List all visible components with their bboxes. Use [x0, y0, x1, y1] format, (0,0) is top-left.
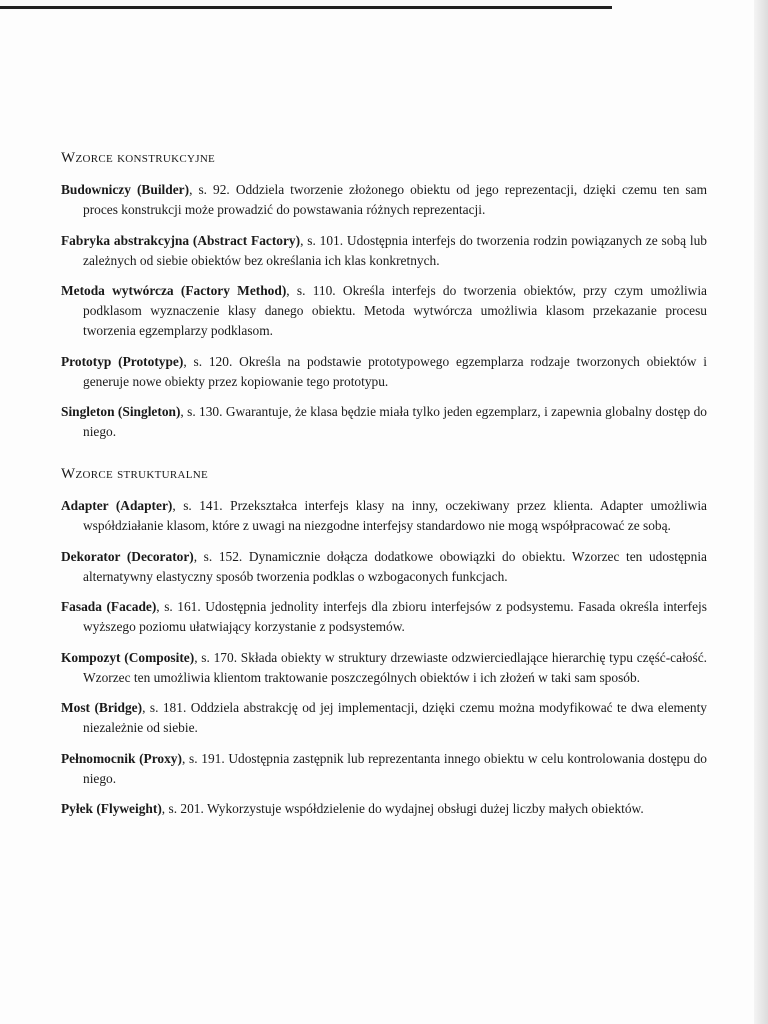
entry-adapter: Adapter (Adapter), s. 141. Przekształca interfejs klasy na inny, oczekiwany przez klienta. Adapter umożliwia współdziałanie klasom, które z uwagi na niezgodne interfejsy standardowo nie mogą współpracować ze sobą. [61, 498, 707, 533]
entry-abstract-factory: Fabryka abstrakcyjna (Abstract Factory), s. 101. Udostępnia interfejs do tworzenia rodzin powiązanych ze sobą lub zależnych od siebie obiektów bez określania ich klas konkretnych. [61, 232, 707, 268]
entry-facade: Fasada (Facade), s. 161. Udostępnia jednolity interfejs dla zbioru interfejsów z podsystemu. Fasada określa interfejs wyższego poziomu ułatwiający korzystanie z podsystemów. [61, 599, 707, 634]
entry-builder: Budowniczy (Builder), s. 92. Oddziela tworzenie złożonego obiektu od jego reprezentacji, dzięki czemu ten sam proces konstrukcji może prowadzić do powstawania różnych reprezentacji. [61, 182, 707, 217]
entry-composite: Kompozyt (Composite), s. 170. Składa obiekty w struktury drzewiaste odzwierciedlające hierarchię typu część-całość. Wzorzec ten umożliwia klientom traktowanie poszczególnych obiektów i ich złożeń w taki sam sposób. [61, 649, 707, 685]
section-title: Wzorce strukturalne [61, 466, 209, 482]
entry-factory-method: Metoda wytwórcza (Factory Method), s. 110. Określa interfejs do tworzenia obiektów, przy czym umożliwia podklasom wyznaczenie klasy danego obiektu. Metoda wytwórcza umożliwia klasom przekazanie procesu tworzenia egzemplarzy podklasom. [61, 283, 707, 338]
entry-flyweight: Pyłek (Flyweight), s. 201. Wykorzystuje współdzielenie do wydajnej obsługi dużej liczby małych obiektów. [61, 801, 644, 816]
section-structural [61, 466, 707, 830]
section-creational [61, 150, 707, 453]
entry-singleton: Singleton (Singleton), s. 130. Gwarantuje, że klasa będzie miała tylko jeden egzemplarz, i zapewnia globalny dostęp do niego. [61, 404, 707, 439]
entry-decorator: Dekorator (Decorator), s. 152. Dynamicznie dołącza dodatkowe obowiązki do obiektu. Wzorzec ten udostępnia alternatywny elastyczny sposób tworzenia podklas o wzbogaconych funkcjach. [61, 548, 707, 584]
top-rule [0, 6, 612, 9]
entry-bridge: Most (Bridge), s. 181. Oddziela abstrakcję od jej implementacji, dzięki czemu można modyfikować te dwa elementy niezależnie od siebie. [61, 700, 708, 735]
entry-proxy: Pełnomocnik (Proxy), s. 191. Udostępnia zastępnik lub reprezentanta innego obiektu w celu kontrolowania dostępu do niego. [61, 750, 707, 786]
scan-edge-shadow [754, 0, 768, 1024]
section-title: Wzorce konstrukcyjne [61, 150, 216, 166]
entry-prototype: Prototyp (Prototype), s. 120. Określa na podstawie prototypowego egzemplarza rodzaje tworzonych obiektów i generuje nowe obiekty przez kopiowanie tego prototypu. [61, 353, 707, 389]
